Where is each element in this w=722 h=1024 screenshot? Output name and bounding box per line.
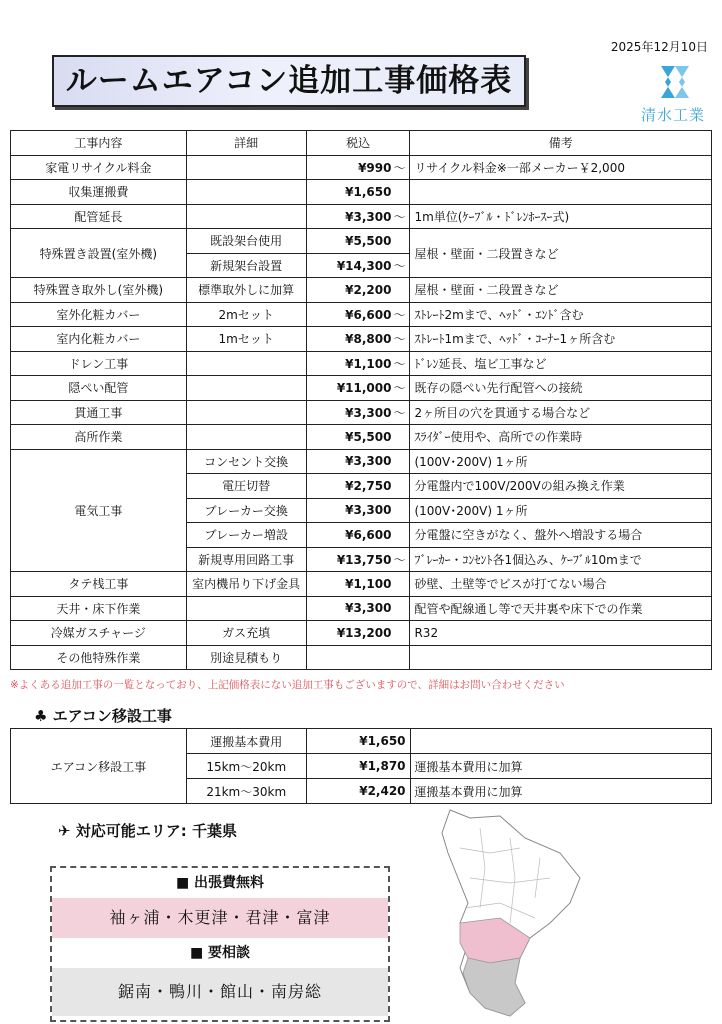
work-note: 屋根・壁面・二段置きなど — [410, 229, 712, 278]
table-header-row — [11, 131, 712, 156]
work-price: ¥13,200 — [306, 621, 410, 646]
work-note: 2ヶ所目の穴を貫通する場合など — [410, 400, 712, 425]
work-note: R32 — [410, 621, 712, 646]
work-detail: 既設架台使用 — [186, 229, 306, 254]
work-price: ¥3,300 — [306, 498, 410, 523]
work-price: ¥6,600 — [306, 523, 410, 548]
table-row — [11, 596, 712, 621]
table-row — [11, 229, 712, 254]
table-row — [11, 621, 712, 646]
work-detail: 標準取外しに加算 — [186, 278, 306, 303]
company-logo — [636, 62, 710, 132]
work-detail — [186, 351, 306, 376]
table-row — [11, 645, 712, 670]
work-name: 電気工事 — [11, 449, 187, 572]
work-name: 冷媒ガスチャージ — [11, 621, 187, 646]
work-detail — [186, 204, 306, 229]
header-note: 備考 — [410, 131, 712, 156]
table-row — [11, 351, 712, 376]
table-row — [11, 204, 712, 229]
work-price: ¥8,800 〜 — [306, 327, 410, 352]
work-note: ﾄﾞﾚﾝ延長、塩ビ工事など — [410, 351, 712, 376]
work-detail — [186, 180, 306, 205]
work-name: タテ桟工事 — [11, 572, 187, 597]
work-name: 室内化粧カバー — [11, 327, 187, 352]
work-price: ¥14,300 〜 — [306, 253, 410, 278]
work-note: 分電盤に空きがなく、盤外へ増設する場合 — [410, 523, 712, 548]
header-work: 工事内容 — [11, 131, 187, 156]
relocation-detail: 運搬基本費用 — [186, 729, 306, 754]
relocation-detail: 21km〜30km — [186, 779, 306, 804]
service-area-box — [50, 866, 390, 1022]
relocation-heading: ♣ エアコン移設工事 — [34, 707, 172, 725]
table-row — [11, 180, 712, 205]
table-row — [11, 572, 712, 597]
table-row — [11, 729, 712, 754]
work-note: (100V･200V) 1ヶ所 — [410, 449, 712, 474]
table-row — [11, 327, 712, 352]
work-price: ¥13,750 〜 — [306, 547, 410, 572]
work-price: ¥3,300 〜 — [306, 204, 410, 229]
table-row — [11, 400, 712, 425]
table-row — [11, 425, 712, 450]
work-detail: 2mセット — [186, 302, 306, 327]
work-detail: ブレーカー交換 — [186, 498, 306, 523]
free-area-heading: ■ 出張費無料 — [175, 875, 265, 891]
work-price: ¥5,500 — [306, 425, 410, 450]
work-name: 高所作業 — [11, 425, 187, 450]
work-price: ¥5,500 — [306, 229, 410, 254]
work-detail: 新規架台設置 — [186, 253, 306, 278]
work-price: ¥1,100 — [306, 572, 410, 597]
work-note: リサイクル料金※一部メーカー￥2,000 — [410, 155, 712, 180]
work-price: ¥11,000 〜 — [306, 376, 410, 401]
work-name: 天井・床下作業 — [11, 596, 187, 621]
work-detail — [186, 376, 306, 401]
work-price: ¥1,100 〜 — [306, 351, 410, 376]
work-detail: ガス充填 — [186, 621, 306, 646]
work-detail: 室内機吊り下げ金具 — [186, 572, 306, 597]
work-name: 室外化粧カバー — [11, 302, 187, 327]
work-name: 貫通工事 — [11, 400, 187, 425]
work-detail: コンセント交換 — [186, 449, 306, 474]
work-price: ¥3,300 〜 — [306, 400, 410, 425]
price-table — [10, 130, 712, 670]
relocation-note: 運搬基本費用に加算 — [410, 754, 711, 779]
work-detail — [186, 596, 306, 621]
work-name: 特殊置き取外し(室外機) — [11, 278, 187, 303]
work-note: ｽﾄﾚｰﾄ2mまで、ﾍｯﾄﾞ・ｴﾝﾄﾞ含む — [410, 302, 712, 327]
work-price: ¥2,750 — [306, 474, 410, 499]
work-name: その他特殊作業 — [11, 645, 187, 670]
work-detail: 1mセット — [186, 327, 306, 352]
disclaimer: ※よくある追加工事の一覧となっており、上記価格表にない追加工事もございますので、詳細はお問い合わせください — [10, 679, 565, 691]
table-row — [11, 376, 712, 401]
work-price: ¥3,300 — [306, 449, 410, 474]
work-name: 隠ぺい配管 — [11, 376, 187, 401]
work-name: 配管延長 — [11, 204, 187, 229]
free-area-cities: 袖ヶ浦・木更津・君津・富津 — [52, 898, 388, 938]
work-price: ¥990 〜 — [306, 155, 410, 180]
work-price — [306, 645, 410, 670]
work-detail: ブレーカー増設 — [186, 523, 306, 548]
work-detail: 別途見積もり — [186, 645, 306, 670]
header-detail: 詳細 — [186, 131, 306, 156]
consult-area-heading: ■ 要相談 — [189, 945, 251, 961]
work-note: ｽﾄﾚｰﾄ1mまで、ﾍｯﾄﾞ・ｺｰﾅｰ1ヶ所含む — [410, 327, 712, 352]
consult-area-cities: 鋸南・鴨川・館山・南房総 — [52, 968, 388, 1016]
work-detail — [186, 400, 306, 425]
title-banner — [52, 55, 526, 107]
work-note — [410, 645, 712, 670]
company-name: 清水工業 — [640, 106, 705, 124]
work-note: 分電盤内で100V/200Vの組み換え作業 — [410, 474, 712, 499]
work-note: 配管や配線通し等で天井裏や床下での作業 — [410, 596, 712, 621]
work-name: ドレン工事 — [11, 351, 187, 376]
work-detail — [186, 155, 306, 180]
work-note: ﾌﾞﾚｰｶｰ・ｺﾝｾﾝﾄ各1個込み、ｹｰﾌﾞﾙ10mまで — [410, 547, 712, 572]
relocation-table — [10, 728, 712, 804]
service-area-title: ✈ 対応可能エリア: 千葉県 — [58, 822, 238, 840]
relocation-price: ¥2,420 — [306, 779, 410, 804]
document-date: 2025年12月10日 — [610, 40, 708, 54]
chiba-map-icon — [430, 808, 590, 1018]
work-note: 屋根・壁面・二段置きなど — [410, 278, 712, 303]
table-row — [11, 449, 712, 474]
company-logo-icon — [653, 62, 693, 102]
work-note: 1m単位(ｹｰﾌﾞﾙ・ﾄﾞﾚﾝﾎｰｽｰ式) — [410, 204, 712, 229]
table-row — [11, 155, 712, 180]
work-price: ¥1,650 — [306, 180, 410, 205]
work-name: 家電リサイクル料金 — [11, 155, 187, 180]
relocation-note: 運搬基本費用に加算 — [410, 779, 711, 804]
work-note: (100V･200V) 1ヶ所 — [410, 498, 712, 523]
relocation-price: ¥1,650 — [306, 729, 410, 754]
work-note: 砂壁、土壁等でビスが打てない場合 — [410, 572, 712, 597]
work-note: ｽﾗｲﾀﾞｰ使用や、高所での作業時 — [410, 425, 712, 450]
relocation-note — [410, 729, 711, 754]
work-name: 特殊置き設置(室外機) — [11, 229, 187, 278]
work-detail: 電圧切替 — [186, 474, 306, 499]
work-detail — [186, 425, 306, 450]
relocation-price: ¥1,870 — [306, 754, 410, 779]
work-price: ¥2,200 — [306, 278, 410, 303]
work-note — [410, 180, 712, 205]
work-detail: 新規専用回路工事 — [186, 547, 306, 572]
page-title: ルームエアコン追加工事価格表 — [65, 63, 513, 99]
work-note: 既存の隠ぺい先行配管への接続 — [410, 376, 712, 401]
table-row — [11, 278, 712, 303]
work-price: ¥6,600 〜 — [306, 302, 410, 327]
table-row — [11, 302, 712, 327]
relocation-detail: 15km〜20km — [186, 754, 306, 779]
work-name: 収集運搬費 — [11, 180, 187, 205]
relocation-name: エアコン移設工事 — [11, 729, 187, 804]
work-price: ¥3,300 — [306, 596, 410, 621]
consult-area-region — [463, 958, 525, 1016]
header-price: 税込 — [306, 131, 410, 156]
